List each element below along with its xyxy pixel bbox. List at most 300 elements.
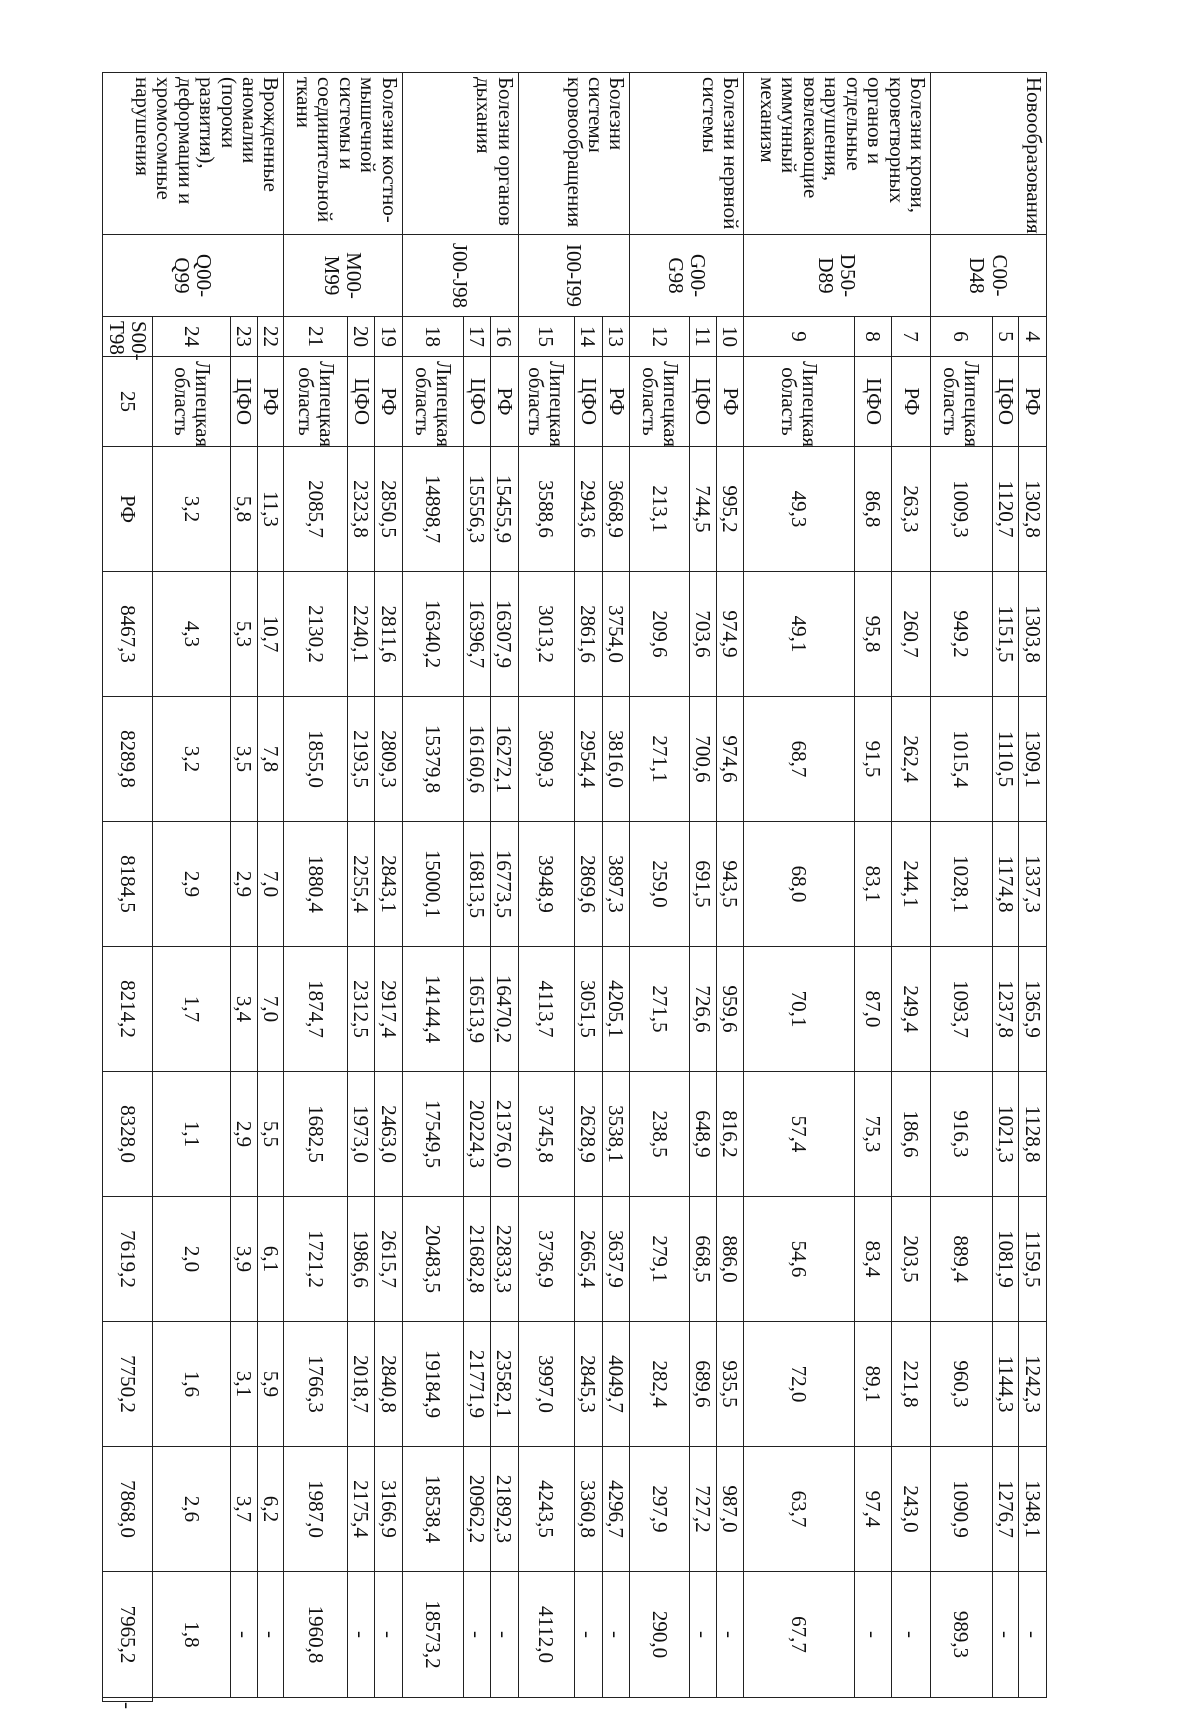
value-cell: 1081,9 xyxy=(992,1197,1019,1322)
table-row xyxy=(575,73,603,1702)
value-cell: - xyxy=(231,1572,258,1698)
value-cell: 3816,0 xyxy=(602,697,630,822)
value-cell: 3013,2 xyxy=(518,572,574,697)
value-cell: 3897,3 xyxy=(602,822,630,947)
value-cell: 726,6 xyxy=(690,947,717,1072)
value-cell: 15556,3 xyxy=(464,447,491,572)
table-row xyxy=(630,73,690,1702)
table-row xyxy=(690,73,717,1702)
value-cell: 3997,0 xyxy=(518,1322,574,1447)
row-number: 14 xyxy=(575,317,603,357)
region-cell: РФ xyxy=(892,357,931,447)
value-cell: 6,2 xyxy=(257,1447,284,1572)
value-cell: 691,5 xyxy=(690,822,717,947)
value-cell: 2463,0 xyxy=(375,1072,402,1197)
value-cell: 203,5 xyxy=(892,1197,931,1322)
value-cell: 16307,9 xyxy=(490,572,518,697)
value-cell: 16813,5 xyxy=(464,822,491,947)
row-number: 18 xyxy=(402,317,464,357)
value-cell: 3,9 xyxy=(231,1197,258,1322)
value-cell: 1028,1 xyxy=(930,822,992,947)
value-cell: 72,0 xyxy=(744,1322,855,1447)
value-cell: 1721,2 xyxy=(284,1197,348,1322)
value-cell: 1174,8 xyxy=(992,822,1019,947)
table-row xyxy=(153,73,231,1702)
value-cell: 1276,7 xyxy=(992,1447,1019,1572)
value-cell: - xyxy=(716,1572,744,1698)
value-cell: 57,4 xyxy=(744,1072,855,1197)
value-cell: 86,8 xyxy=(854,447,891,572)
row-number: 23 xyxy=(231,317,258,357)
region-cell: РФ xyxy=(716,357,744,447)
value-cell: 2130,2 xyxy=(284,572,348,697)
region-cell: Липецкая область xyxy=(744,357,855,447)
table-row xyxy=(375,73,402,1702)
value-cell: 3360,8 xyxy=(575,1447,603,1572)
region-cell: РФ xyxy=(103,447,153,572)
icd-code-cell: M00-M99 xyxy=(284,235,402,317)
value-cell: 221,8 xyxy=(892,1322,931,1447)
value-cell: 1151,5 xyxy=(992,572,1019,697)
disease-group-cell: Болезни органов дыхания xyxy=(402,73,518,235)
region-cell: ЦФО xyxy=(992,357,1019,447)
table-row xyxy=(716,73,744,1702)
value-cell: 262,4 xyxy=(892,697,931,822)
region-cell: ЦФО xyxy=(348,357,375,447)
value-cell: 16340,2 xyxy=(402,572,464,697)
value-cell: 7,0 xyxy=(257,947,284,1072)
value-cell: 3668,9 xyxy=(602,447,630,572)
row-number: 7 xyxy=(892,317,931,357)
value-cell: 2085,7 xyxy=(284,447,348,572)
value-cell: 727,2 xyxy=(690,1447,717,1572)
value-cell: 4113,7 xyxy=(518,947,574,1072)
region-cell: ЦФО xyxy=(854,357,891,447)
value-cell: 15455,9 xyxy=(490,447,518,572)
value-cell: 18538,4 xyxy=(402,1447,464,1572)
table-row xyxy=(602,73,630,1702)
value-cell: 14898,7 xyxy=(402,447,464,572)
value-cell: 1766,3 xyxy=(284,1322,348,1447)
value-cell: 15379,8 xyxy=(402,697,464,822)
value-cell: 1348,1 xyxy=(1019,1447,1047,1572)
value-cell: - xyxy=(992,1572,1019,1698)
value-cell: 3588,6 xyxy=(518,447,574,572)
value-cell: 70,1 xyxy=(744,947,855,1072)
value-cell: 949,2 xyxy=(930,572,992,697)
value-cell: 1093,7 xyxy=(930,947,992,1072)
region-cell: ЦФО xyxy=(575,357,603,447)
value-cell: 7,8 xyxy=(257,697,284,822)
table-row xyxy=(402,73,464,1702)
value-cell: 3609,3 xyxy=(518,697,574,822)
value-cell: 16396,7 xyxy=(464,572,491,697)
value-cell: 5,8 xyxy=(231,447,258,572)
value-cell: 18573,2 xyxy=(402,1572,464,1698)
value-cell: 49,3 xyxy=(744,447,855,572)
value-cell: 16470,2 xyxy=(490,947,518,1072)
value-cell: 1120,7 xyxy=(992,447,1019,572)
value-cell: 91,5 xyxy=(854,697,891,822)
value-cell: 21682,8 xyxy=(464,1197,491,1322)
value-cell: 6,1 xyxy=(257,1197,284,1322)
value-cell: - xyxy=(375,1572,402,1698)
value-cell: 1365,9 xyxy=(1019,947,1047,1072)
row-number: 21 xyxy=(284,317,348,357)
value-cell: 1,8 xyxy=(153,1572,231,1698)
value-cell: 744,5 xyxy=(690,447,717,572)
value-cell: 2843,1 xyxy=(375,822,402,947)
value-cell: 700,6 xyxy=(690,697,717,822)
value-cell: 1015,4 xyxy=(930,697,992,822)
value-cell: - xyxy=(602,1572,630,1698)
value-cell: 8214,2 xyxy=(103,947,153,1072)
value-cell: 260,7 xyxy=(892,572,931,697)
value-cell: 7868,0 xyxy=(103,1447,153,1572)
value-cell: 16272,1 xyxy=(490,697,518,822)
table-row xyxy=(103,73,153,1702)
value-cell: 2193,5 xyxy=(348,697,375,822)
value-cell: 1090,9 xyxy=(930,1447,992,1572)
value-cell: 10,7 xyxy=(257,572,284,697)
row-number: 16 xyxy=(490,317,518,357)
value-cell: 2917,4 xyxy=(375,947,402,1072)
value-cell: 21892,3 xyxy=(490,1447,518,1572)
value-cell: 213,1 xyxy=(630,447,690,572)
value-cell: 279,1 xyxy=(630,1197,690,1322)
value-cell: 1128,8 xyxy=(1019,1072,1047,1197)
table-row xyxy=(1019,73,1047,1702)
value-cell: 68,7 xyxy=(744,697,855,822)
value-cell: 3637,9 xyxy=(602,1197,630,1322)
value-cell: 8184,5 xyxy=(103,822,153,947)
value-cell: 1682,5 xyxy=(284,1072,348,1197)
row-number: 6 xyxy=(930,317,992,357)
value-cell: - xyxy=(464,1572,491,1698)
row-number: 15 xyxy=(518,317,574,357)
value-cell: 5,5 xyxy=(257,1072,284,1197)
disease-group-cell: Болезни крови, кроветворных органов и отдельные нарушения, вовлекающие иммунный механизм xyxy=(744,73,931,235)
icd-code-cell: G00-G98 xyxy=(630,235,744,317)
value-cell: 16773,5 xyxy=(490,822,518,947)
value-cell: 20224,3 xyxy=(464,1072,491,1197)
table-row xyxy=(490,73,518,1702)
value-cell: 1880,4 xyxy=(284,822,348,947)
value-cell: 5,9 xyxy=(257,1322,284,1447)
table-rotated-container xyxy=(102,72,1047,1709)
value-cell: 22833,3 xyxy=(490,1197,518,1322)
value-cell: 1144,3 xyxy=(992,1322,1019,1447)
value-cell: 271,1 xyxy=(630,697,690,822)
value-cell: 935,5 xyxy=(716,1322,744,1447)
row-number: 10 xyxy=(716,317,744,357)
value-cell: 2615,7 xyxy=(375,1197,402,1322)
value-cell: 49,1 xyxy=(744,572,855,697)
disease-group-cell: Врожденные аномалии (пороки развития), деформации и хромосомные нарушения xyxy=(103,73,284,235)
region-cell: РФ xyxy=(375,357,402,447)
value-cell: 3,7 xyxy=(231,1447,258,1572)
value-cell: 1309,1 xyxy=(1019,697,1047,822)
value-cell: 238,5 xyxy=(630,1072,690,1197)
value-cell: 2,9 xyxy=(231,822,258,947)
table-row xyxy=(257,73,284,1702)
value-cell: 2,9 xyxy=(153,822,231,947)
value-cell: 2954,4 xyxy=(575,697,603,822)
value-cell: 97,4 xyxy=(854,1447,891,1572)
value-cell: - xyxy=(103,1698,153,1702)
value-cell: 282,4 xyxy=(630,1322,690,1447)
value-cell: 244,1 xyxy=(892,822,931,947)
value-cell: 3,4 xyxy=(231,947,258,1072)
value-cell: 23582,1 xyxy=(490,1322,518,1447)
row-number: 24 xyxy=(153,317,231,357)
value-cell: 959,6 xyxy=(716,947,744,1072)
value-cell: 17549,5 xyxy=(402,1072,464,1197)
value-cell: 995,2 xyxy=(716,447,744,572)
value-cell: 7750,2 xyxy=(103,1322,153,1447)
value-cell: 263,3 xyxy=(892,447,931,572)
value-cell: 1009,3 xyxy=(930,447,992,572)
value-cell: 243,0 xyxy=(892,1447,931,1572)
value-cell: 1987,0 xyxy=(284,1447,348,1572)
value-cell: 2323,8 xyxy=(348,447,375,572)
value-cell: 2809,3 xyxy=(375,697,402,822)
value-cell: 4296,7 xyxy=(602,1447,630,1572)
region-cell: РФ xyxy=(490,357,518,447)
table-row xyxy=(518,73,574,1702)
value-cell: 816,2 xyxy=(716,1072,744,1197)
value-cell: 8467,3 xyxy=(103,572,153,697)
value-cell: 3,5 xyxy=(231,697,258,822)
value-cell: 1237,8 xyxy=(992,947,1019,1072)
value-cell: 1855,0 xyxy=(284,697,348,822)
table-row xyxy=(930,73,992,1702)
value-cell: 83,1 xyxy=(854,822,891,947)
row-number: 13 xyxy=(602,317,630,357)
value-cell: 8328,0 xyxy=(103,1072,153,1197)
value-cell: 4,3 xyxy=(153,572,231,697)
region-cell: Липецкая область xyxy=(518,357,574,447)
value-cell: 1337,3 xyxy=(1019,822,1047,947)
value-cell: 1,6 xyxy=(153,1322,231,1447)
value-cell: 63,7 xyxy=(744,1447,855,1572)
table-row xyxy=(464,73,491,1702)
value-cell: 689,6 xyxy=(690,1322,717,1447)
value-cell: 2312,5 xyxy=(348,947,375,1072)
value-cell: 290,0 xyxy=(630,1572,690,1698)
row-number: 12 xyxy=(630,317,690,357)
value-cell: 1302,8 xyxy=(1019,447,1047,572)
value-cell: 886,0 xyxy=(716,1197,744,1322)
row-number: 8 xyxy=(854,317,891,357)
icd-code-cell: Q00-Q99 xyxy=(103,235,284,317)
table-row xyxy=(892,73,931,1702)
value-cell: 11,3 xyxy=(257,447,284,572)
value-cell: 4205,1 xyxy=(602,947,630,1072)
value-cell: 2665,4 xyxy=(575,1197,603,1322)
value-cell: 1874,7 xyxy=(284,947,348,1072)
value-cell: 1,7 xyxy=(153,947,231,1072)
value-cell: 2175,4 xyxy=(348,1447,375,1572)
value-cell: 3,1 xyxy=(231,1322,258,1447)
value-cell: 3051,5 xyxy=(575,947,603,1072)
disease-group-cell: Новообразования xyxy=(930,73,1046,235)
value-cell: 2811,6 xyxy=(375,572,402,697)
value-cell: 3754,0 xyxy=(602,572,630,697)
value-cell: 3745,8 xyxy=(518,1072,574,1197)
value-cell: 1242,3 xyxy=(1019,1322,1047,1447)
region-cell: ЦФО xyxy=(464,357,491,447)
row-number: 5 xyxy=(992,317,1019,357)
value-cell: 67,7 xyxy=(744,1572,855,1698)
value-cell: 271,5 xyxy=(630,947,690,1072)
value-cell: 1973,0 xyxy=(348,1072,375,1197)
value-cell: 20962,2 xyxy=(464,1447,491,1572)
value-cell: 83,4 xyxy=(854,1197,891,1322)
value-cell: 2845,3 xyxy=(575,1322,603,1447)
value-cell: 21771,9 xyxy=(464,1322,491,1447)
value-cell: 916,3 xyxy=(930,1072,992,1197)
value-cell: 249,4 xyxy=(892,947,931,1072)
table-row xyxy=(348,73,375,1702)
disease-group-cell: Болезни костно-мышечной системы и соединительной ткани xyxy=(284,73,402,235)
value-cell: 4243,5 xyxy=(518,1447,574,1572)
row-number: 25 xyxy=(103,357,153,447)
value-cell: 889,4 xyxy=(930,1197,992,1322)
value-cell: - xyxy=(490,1572,518,1698)
value-cell: 19184,9 xyxy=(402,1322,464,1447)
icd-code-cell: D50-D89 xyxy=(744,235,931,317)
value-cell: 2,6 xyxy=(153,1447,231,1572)
value-cell: 2628,9 xyxy=(575,1072,603,1197)
value-cell: 703,6 xyxy=(690,572,717,697)
value-cell: 1021,3 xyxy=(992,1072,1019,1197)
table-row xyxy=(992,73,1019,1702)
value-cell: 7965,2 xyxy=(103,1572,153,1698)
disease-group-cell: Болезни системы кровообращения xyxy=(518,73,630,235)
value-cell: 3,2 xyxy=(153,447,231,572)
row-number: 20 xyxy=(348,317,375,357)
icd-code-cell: J00-J98 xyxy=(402,235,518,317)
value-cell: - xyxy=(257,1572,284,1698)
row-number: 22 xyxy=(257,317,284,357)
value-cell: 20483,5 xyxy=(402,1197,464,1322)
region-cell: РФ xyxy=(1019,357,1047,447)
value-cell: 2869,6 xyxy=(575,822,603,947)
value-cell: 668,5 xyxy=(690,1197,717,1322)
region-cell: Липецкая область xyxy=(930,357,992,447)
table-row xyxy=(854,73,891,1702)
table-row xyxy=(284,73,348,1702)
region-cell: Липецкая область xyxy=(153,357,231,447)
value-cell: - xyxy=(690,1572,717,1698)
value-cell: 2,9 xyxy=(231,1072,258,1197)
value-cell: 1303,8 xyxy=(1019,572,1047,697)
value-cell: 2943,6 xyxy=(575,447,603,572)
value-cell: 1110,5 xyxy=(992,697,1019,822)
value-cell: 960,3 xyxy=(930,1322,992,1447)
icd-code-cell: C00-D48 xyxy=(930,235,1046,317)
value-cell: 2240,1 xyxy=(348,572,375,697)
value-cell: 2255,4 xyxy=(348,822,375,947)
value-cell: 3,2 xyxy=(153,697,231,822)
morbidity-table xyxy=(102,72,1047,1709)
value-cell: 186,6 xyxy=(892,1072,931,1197)
region-cell: ЦФО xyxy=(690,357,717,447)
value-cell: 16160,6 xyxy=(464,697,491,822)
value-cell: 2850,5 xyxy=(375,447,402,572)
value-cell: 16513,9 xyxy=(464,947,491,1072)
region-cell: Липецкая область xyxy=(630,357,690,447)
region-cell: РФ xyxy=(602,357,630,447)
value-cell: 5,3 xyxy=(231,572,258,697)
row-number: 17 xyxy=(464,317,491,357)
region-cell: РФ xyxy=(257,357,284,447)
value-cell: 68,0 xyxy=(744,822,855,947)
value-cell: 943,5 xyxy=(716,822,744,947)
value-cell: 15000,1 xyxy=(402,822,464,947)
value-cell: - xyxy=(575,1572,603,1698)
value-cell: 2,0 xyxy=(153,1197,231,1322)
disease-group-cell: Болезни нервной системы xyxy=(630,73,744,235)
value-cell: - xyxy=(854,1572,891,1698)
region-cell: ЦФО xyxy=(231,357,258,447)
value-cell: 4049,7 xyxy=(602,1322,630,1447)
value-cell: 1960,8 xyxy=(284,1572,348,1698)
value-cell: 7619,2 xyxy=(103,1197,153,1322)
table-row xyxy=(744,73,855,1702)
value-cell: 297,9 xyxy=(630,1447,690,1572)
value-cell: 974,9 xyxy=(716,572,744,697)
table-row xyxy=(231,73,258,1702)
value-cell: - xyxy=(348,1572,375,1698)
value-cell: 2018,7 xyxy=(348,1322,375,1447)
value-cell: 95,8 xyxy=(854,572,891,697)
value-cell: 209,6 xyxy=(630,572,690,697)
value-cell: 1986,6 xyxy=(348,1197,375,1322)
region-cell: Липецкая область xyxy=(402,357,464,447)
icd-code-cell: S00-T98 xyxy=(103,317,153,357)
value-cell: 3948,9 xyxy=(518,822,574,947)
value-cell: 8289,8 xyxy=(103,697,153,822)
row-number: 9 xyxy=(744,317,855,357)
value-cell: 75,3 xyxy=(854,1072,891,1197)
value-cell: 648,9 xyxy=(690,1072,717,1197)
value-cell: 14144,4 xyxy=(402,947,464,1072)
value-cell: 54,6 xyxy=(744,1197,855,1322)
value-cell: 89,1 xyxy=(854,1322,891,1447)
value-cell: 2861,6 xyxy=(575,572,603,697)
value-cell: 3538,1 xyxy=(602,1072,630,1197)
value-cell: 21376,0 xyxy=(490,1072,518,1197)
value-cell: 259,0 xyxy=(630,822,690,947)
value-cell: 7,0 xyxy=(257,822,284,947)
value-cell: - xyxy=(892,1572,931,1698)
value-cell: 2840,8 xyxy=(375,1322,402,1447)
value-cell: 1159,5 xyxy=(1019,1197,1047,1322)
icd-code-cell: I00-I99 xyxy=(518,235,630,317)
value-cell: 974,6 xyxy=(716,697,744,822)
region-cell: Липецкая область xyxy=(284,357,348,447)
value-cell: 987,0 xyxy=(716,1447,744,1572)
value-cell: 87,0 xyxy=(854,947,891,1072)
value-cell: 3166,9 xyxy=(375,1447,402,1572)
value-cell: - xyxy=(1019,1572,1047,1698)
value-cell: 3736,9 xyxy=(518,1197,574,1322)
value-cell: 4112,0 xyxy=(518,1572,574,1698)
value-cell: 1,1 xyxy=(153,1072,231,1197)
row-number: 11 xyxy=(690,317,717,357)
